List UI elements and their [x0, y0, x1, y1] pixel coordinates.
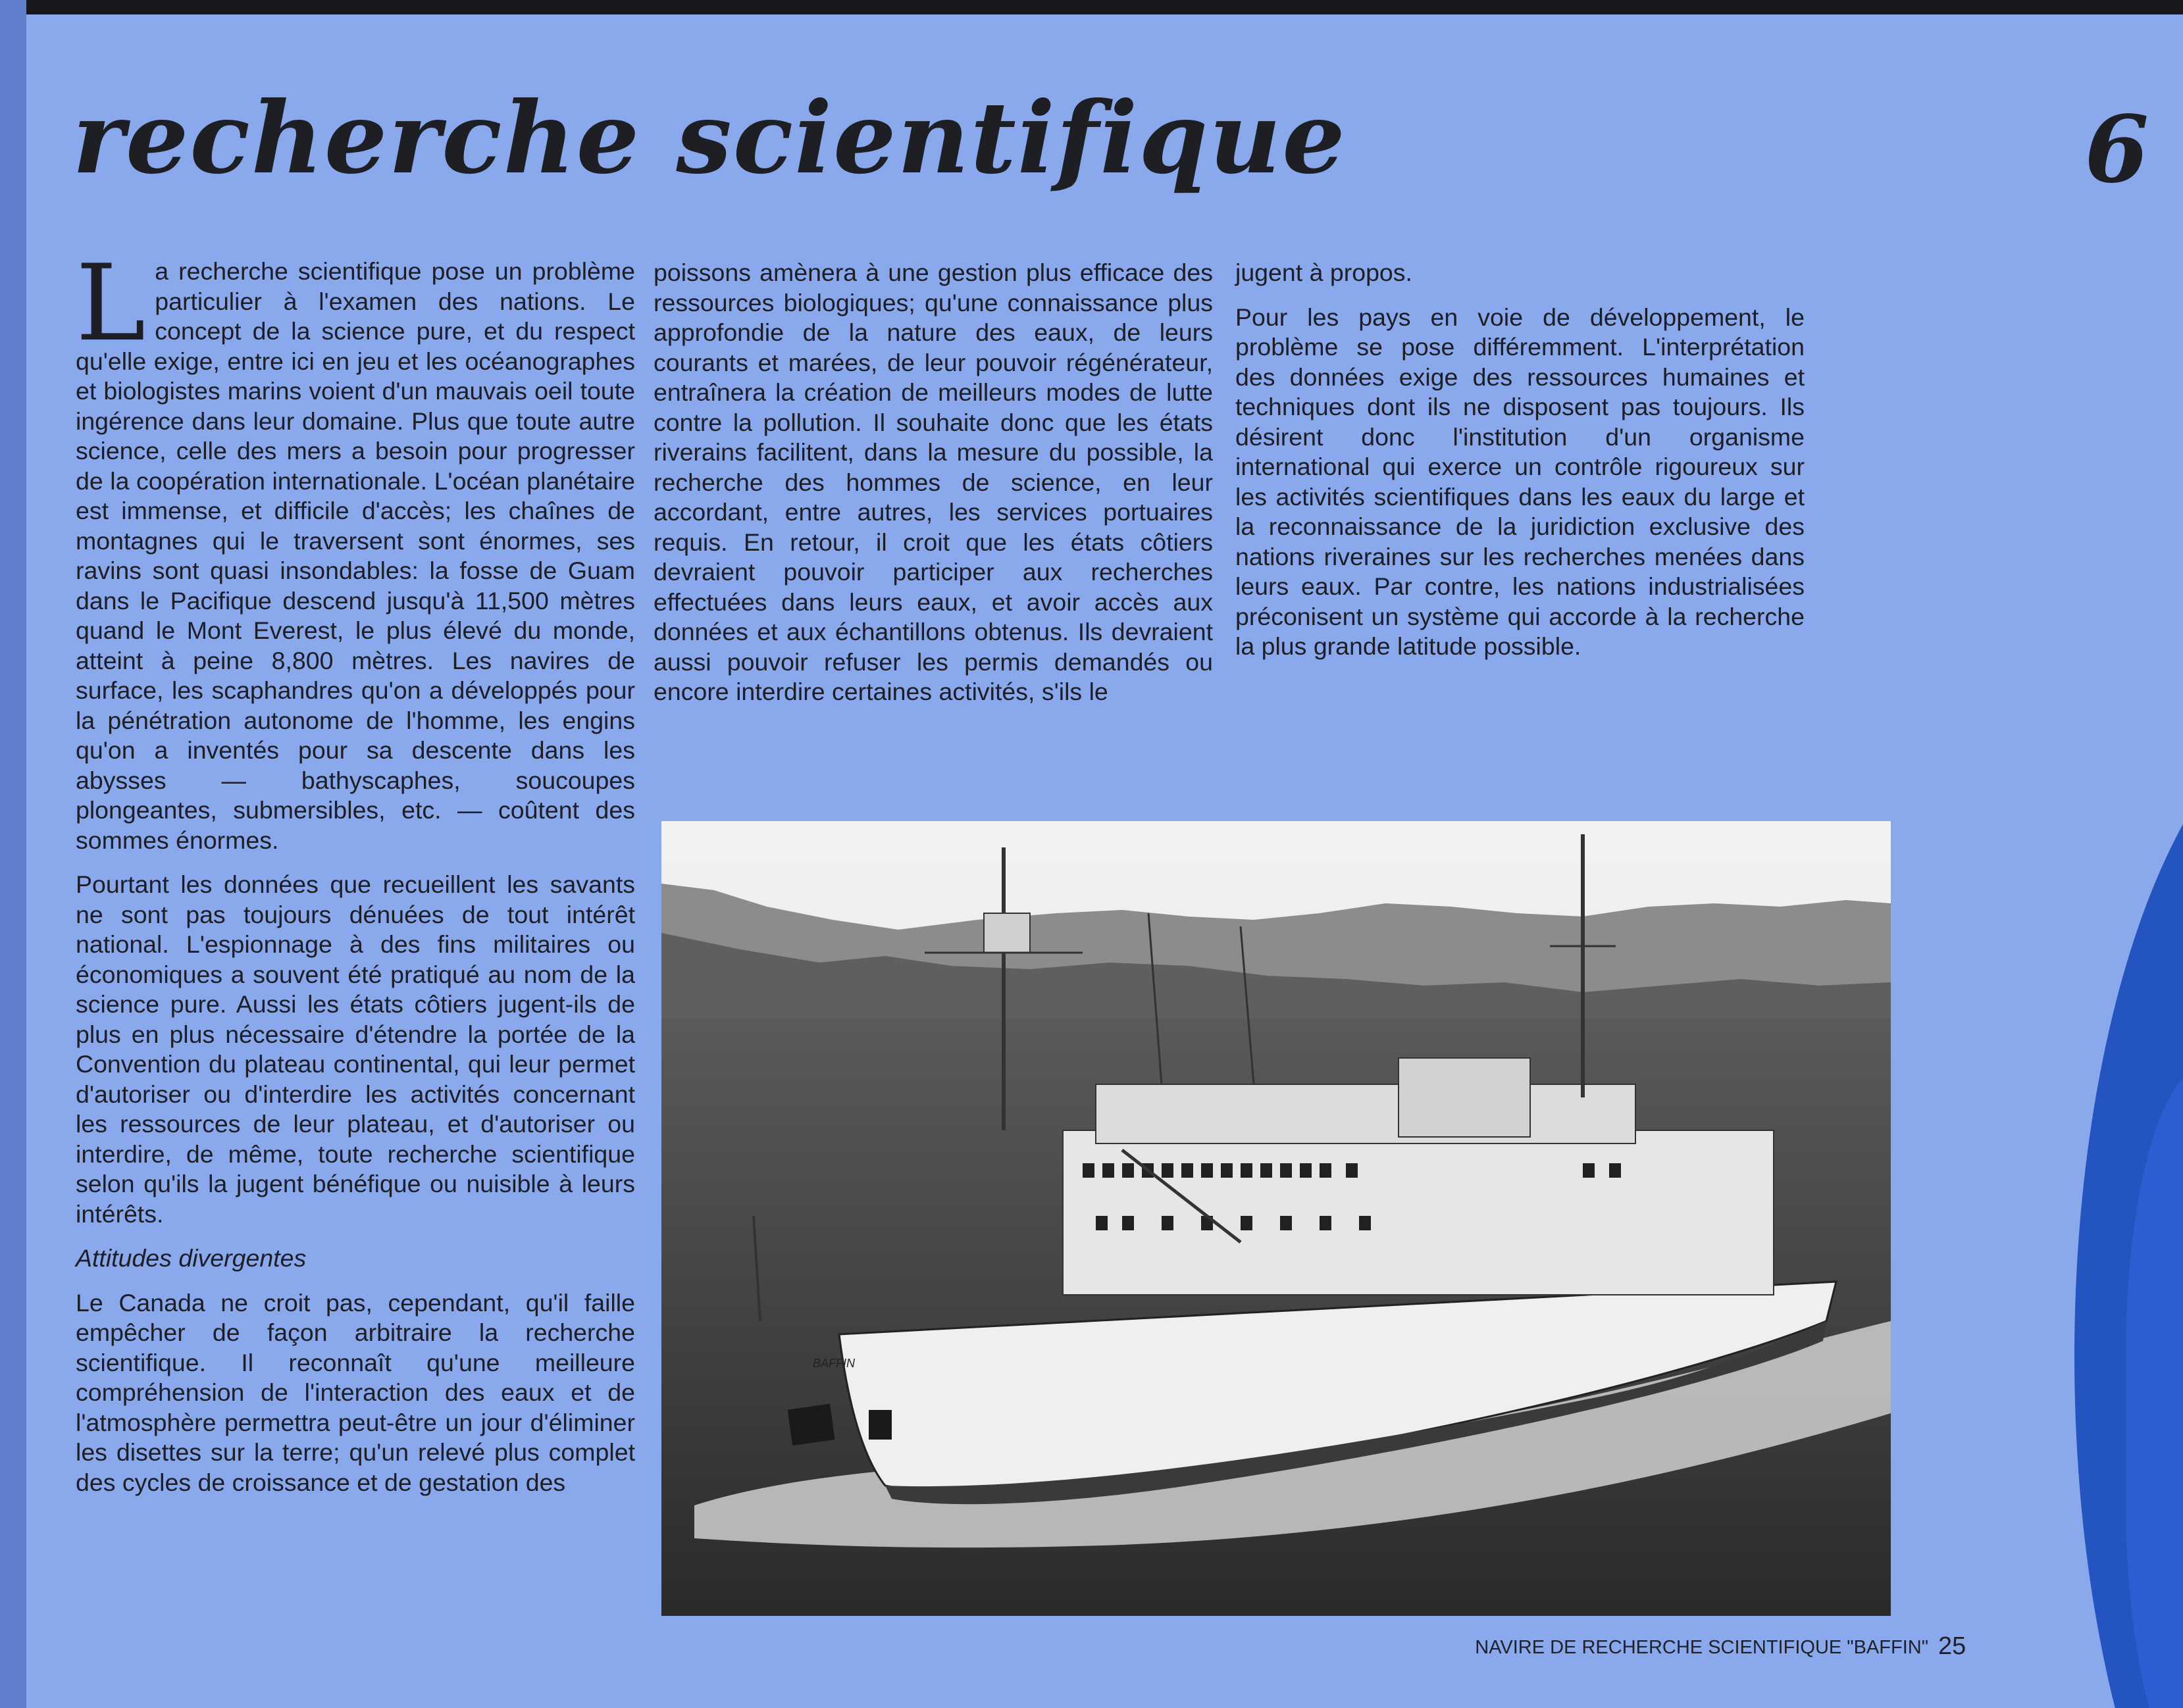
page-binding-edge — [0, 0, 26, 1708]
page-title: recherche scientifique — [72, 80, 1347, 196]
funnel — [1399, 1058, 1530, 1137]
chapter-number: 6 — [2084, 96, 2149, 204]
paragraph-espionage: Pourtant les données que recueillent les savants ne sont pas toujours dénuées de tout intérêt national. L'espionnage à des fins militaires ou économiques a souvent été pratiqué au nom de la science pure. Aussi les états côtiers jugent-ils de plus en plus nécessaire d'étendre la portée de la Convention du plateau continental, qui leur permet d'autoriser ou d'interdire les activités concernant les ressources de leur plateau, et d'autoriser ou interdire, de même, toute recherche scientifique selon qu'ils la jugent bénéfique ou nuisible à leurs intérêts. — [76, 870, 635, 1228]
paragraph-continued-end: jugent à propos. — [1235, 259, 1412, 286]
paragraph-developing-countries: Pour les pays en voie de développement, le problème se pose différemment. L'interprétation des données exige des ressources humaines et techniques dont ils ne disposent pas toujours. Ils désirent donc l'institution d'un organisme international qui exerce un contrôle rigoureux sur les activités scientifiques dans les eaux du large et la reconnaissance de la juridiction exclusive des nations riveraines sur les recherches menées dans leurs eaux. Par contre, les nations industrialisées préconisent un système qui accorde à la recherche la plus grande latitude possible. — [1235, 303, 1805, 660]
upper-deck — [1096, 1084, 1635, 1143]
photo-caption: NAVIRE DE RECHERCHE SCIENTIFIQUE "BAFFIN" — [1475, 1637, 1928, 1658]
mast-platform — [984, 913, 1030, 953]
bow-scuttle — [869, 1410, 892, 1440]
page-top-edge — [0, 0, 2183, 14]
anchor-port — [788, 1404, 835, 1446]
intro-paragraph — [76, 241, 635, 855]
hull-lettering: BAFFIN — [813, 1357, 856, 1370]
paragraph-canada: Le Canada ne croit pas, cependant, qu'il faille empêcher de façon arbitraire la recherche scientifique. Il reconnaît qu'une meilleure compréhension de l'interaction des eaux et de l'atmosphère permettra peut-être un jour d'éliminer les disettes sur la terre; qu'un relevé plus complet des cycles de croissance et de gestation des — [76, 1288, 635, 1496]
paragraph-canada-continued: poissons amènera à une gestion plus efficace des ressources biologiques; qu'une connaissance plus approfondie de la nature des eaux, de leurs courants et marées, de leur pouvoir régénérateur, entraînera la création de meilleurs modes de lutte contre la pollution. Il souhaite donc que les états riverains facilitent, dans la mesure du possible, la recherche des hommes de science, en leur accordant, entre autres, les services portuaires requis. En retour, il croit que les états côtiers devraient pouvoir participer aux recherches effectuées dans leurs eaux, et avoir accès aux données et aux échantillons obtenus. Ils devraient aussi pouvoir refuser les permis demandés ou encore interdire certaines activités, s'ils le — [654, 259, 1213, 705]
section-subheading: Attitudes divergentes — [76, 1244, 307, 1272]
page-number: 25 — [1938, 1632, 1966, 1660]
text-column-1 — [76, 241, 635, 1497]
text-column-3 — [1235, 258, 1805, 676]
text-column-2 — [654, 258, 1213, 722]
intro-paragraph-text: a recherche scientifique pose un problème particulier à l'examen des nations. Le concept de la science pure, et du respect qu'elle exige, entre ici en jeu et les océanographes et biologistes marins voient d'un mauvais oeil toute ingérence dans leur domaine. Plus que toute autre science, celle des mers a besoin pour progresser de la coopération internationale. L'océan planétaire est immense, et difficile d'accès; les chaînes de montagnes qui le traversent sont énormes, ses ravins sont quasi insondables: la fosse de Guam dans le Pacifique descend jusqu'à 11,500 mètres quand le Mont Everest, le plus élevé du monde, atteint à peine 8,800 mètres. Les navires de surface, les scaphandres qu'on a développés pour la pénétration autonome de l'homme, les engins qu'on a inventés pour sa descente dans les abysses — bathyscaphes, soucoupes plongeantes, submersibles, etc. — coûtent des sommes énormes. — [76, 257, 635, 854]
superstructure — [1063, 1130, 1774, 1295]
ship-photo-illustration — [661, 821, 1891, 1616]
ship-photograph — [661, 821, 1891, 1616]
drop-cap: L — [76, 241, 146, 364]
